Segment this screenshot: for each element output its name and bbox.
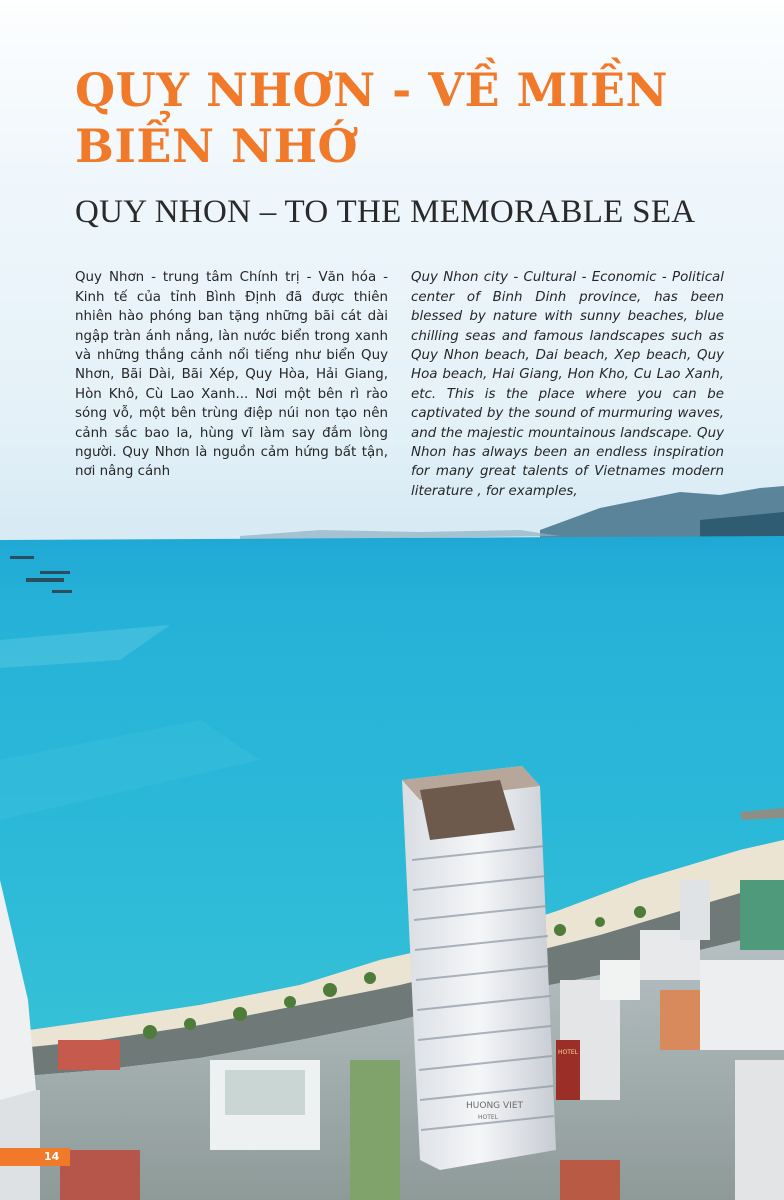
side-hotel-sign: HOTEL bbox=[558, 1049, 579, 1056]
hotel-sign: HUONG VIET bbox=[466, 1101, 524, 1111]
article-title: QUY NHƠN - VỀ MIỀN BIỂN NHỚ bbox=[75, 63, 669, 173]
page-number: 14 bbox=[44, 1150, 60, 1163]
article-subtitle: QUY NHON – TO THE MEMORABLE SEA bbox=[75, 194, 696, 230]
hotel-sign-sub: HOTEL bbox=[478, 1114, 499, 1121]
body-text-vietnamese: Quy Nhơn - trung tâm Chính trị - Văn hóa - Kinh tế của tỉnh Bình Định đã được thiên nhiên hào phóng ban tặng những bãi cát dài ngập tràn ánh nắng, làn nước biển trong xanh và những thắng cảnh nổi tiếng như biển Quy Nhơn, Bãi Dài, Bãi Xép, Quy Hòa, Hải Giang, Hòn Khô, Cù Lao Xanh... Nơi một bên rì rào sóng vỗ, một bên trùng điệp núi non tạo nên cảnh sắc bao la, hùng vĩ làm say đắm lòng người. Quy Nhơn là nguồn cảm hứng bất tận, nơi nâng cánh bbox=[75, 270, 388, 480]
body-text-english: Quy Nhon city - Cultural - Economic - Political center of Binh Dinh province, has been blessed by nature with sunny beaches, blue chilling seas and famous landscapes such as Quy Nhon beach, Dai beach, Xep beach, Quy Hoa beach, Hai Giang, Hon Kho, Cu Lao Xanh, etc. This is the place where you can be captivated by the sound of murmuring waves, and the majestic mountainous landscape. Quy Nhon has always been an endless inspiration for many great talents of Vietnames modern literature , for examples, bbox=[411, 270, 724, 499]
page-number-tab bbox=[0, 1148, 70, 1166]
